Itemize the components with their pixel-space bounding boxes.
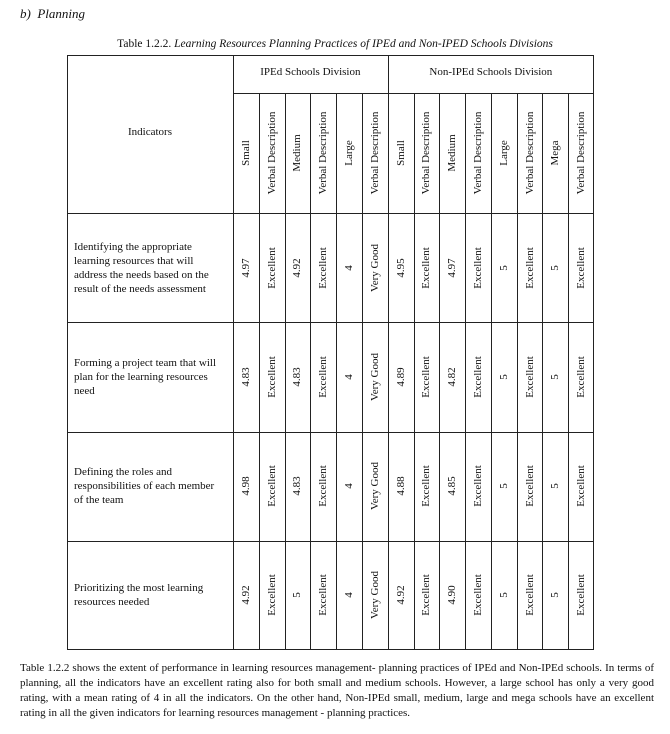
cell-value: Excellent <box>420 574 433 617</box>
summary-paragraph: Table 1.2.2 shows the extent of performance in learning resources management- planning practices of IPEd and Non-IPEd schools. In terms of planning, all the indicators have an excellent rating also for both small and medium schools. However, a large school has only a very good rating, with a mean rating of 4 in all the indicators. On the other hand, Non-IPEd small, medium, large and mega schools have an excellent rating in all the given indicators for learning resources management - planning practices. <box>20 662 654 719</box>
row-divider <box>67 541 594 542</box>
cell-value: 5 <box>497 483 510 489</box>
group-divider <box>388 55 389 650</box>
row-divider <box>67 322 594 323</box>
section-heading: b) Planning <box>20 6 85 21</box>
indicators-header: Indicators <box>128 126 172 138</box>
cell-value: Excellent <box>523 574 536 617</box>
cell-value: 4.85 <box>446 476 459 496</box>
cell-value: Very Good <box>368 462 381 511</box>
column-divider <box>542 93 543 650</box>
cell-value: 5 <box>497 374 510 380</box>
cell-value: 4 <box>343 264 356 271</box>
cell-value: Excellent <box>523 465 536 507</box>
column-header-label: Verbal Description <box>471 111 484 195</box>
table-border-bottom <box>67 649 594 650</box>
column-divider <box>362 93 363 650</box>
cell-value: Excellent <box>317 574 330 617</box>
cell-value: 4.92 <box>239 585 252 605</box>
cell-value: Excellent <box>575 465 588 507</box>
cell-value: 4.83 <box>291 476 304 496</box>
column-divider <box>517 93 518 650</box>
table-border-left <box>67 55 68 650</box>
column-header-label: Verbal Description <box>368 111 381 195</box>
table-caption <box>0 38 670 50</box>
column-divider <box>465 93 466 650</box>
column-divider <box>259 93 260 650</box>
column-divider <box>568 93 569 650</box>
column-header-label: Medium <box>291 134 304 172</box>
caption-prefix: Table 1.2.2. <box>117 38 172 50</box>
table-border-top <box>67 55 594 56</box>
column-header-label: Verbal Description <box>523 111 536 195</box>
cell-value: 5 <box>549 483 562 489</box>
cell-value: Excellent <box>523 356 536 398</box>
cell-value: Excellent <box>265 574 278 617</box>
cell-value: 4.90 <box>446 585 459 605</box>
cell-value: 4.97 <box>446 258 459 278</box>
cell-value: Excellent <box>471 574 484 617</box>
column-divider <box>414 93 415 650</box>
cell-value: Excellent <box>265 465 278 507</box>
row-divider <box>67 213 594 214</box>
cell-value: Very Good <box>368 352 381 401</box>
cell-value: Excellent <box>317 465 330 507</box>
column-header-label: Medium <box>446 134 459 172</box>
column-divider <box>285 93 286 650</box>
group-header-non-iped: Non-IPEd Schools Division <box>429 66 553 78</box>
column-header-label: Mega <box>549 140 562 166</box>
cell-value: Excellent <box>575 356 588 398</box>
cell-value: 4.98 <box>239 476 252 496</box>
cell-value: 4.82 <box>446 367 459 387</box>
cell-value: Excellent <box>471 246 484 289</box>
column-divider <box>439 93 440 650</box>
cell-value: Excellent <box>317 246 330 289</box>
cell-value: 4 <box>343 483 356 489</box>
cell-value: Excellent <box>420 356 433 398</box>
planning-table <box>67 55 594 650</box>
cell-value: Very Good <box>368 243 381 292</box>
cell-value: 4.89 <box>394 367 407 387</box>
cell-value: 5 <box>549 592 562 599</box>
column-divider <box>233 55 234 650</box>
row-divider <box>67 432 594 433</box>
column-header-label: Small <box>394 140 407 166</box>
cell-value: Excellent <box>575 246 588 289</box>
table-border-right <box>593 55 594 650</box>
column-header-label: Verbal Description <box>265 111 278 195</box>
column-header-label: Large <box>343 140 356 166</box>
cell-value: 5 <box>497 592 510 599</box>
indicator-label: Prioritizing the most learning resources needed <box>74 582 204 609</box>
column-header-label: Large <box>497 140 510 166</box>
indicator-label: Defining the roles and responsibilities of each member of the team <box>74 466 215 507</box>
cell-value: Excellent <box>523 246 536 289</box>
cell-value: 4 <box>343 592 356 599</box>
cell-value: 4 <box>343 374 356 380</box>
caption-title: Learning Resources Planning Practices of IPEd and Non-IPED Schools Divisions <box>174 38 553 50</box>
cell-value: 4.83 <box>291 367 304 387</box>
indicator-label: Forming a project team that will plan for the learning resources need <box>74 356 217 397</box>
cell-value: 5 <box>549 374 562 380</box>
cell-value: 4.88 <box>394 476 407 496</box>
cell-value: Excellent <box>265 356 278 398</box>
cell-value: Excellent <box>420 246 433 289</box>
cell-value: Excellent <box>420 465 433 507</box>
column-divider <box>310 93 311 650</box>
cell-value: Excellent <box>575 574 588 617</box>
column-header-label: Verbal Description <box>420 111 433 195</box>
cell-value: 4.92 <box>394 585 407 605</box>
group-header-iped: IPEd Schools Division <box>260 66 361 78</box>
column-header-label: Verbal Description <box>317 111 330 195</box>
cell-value: 4.92 <box>291 258 304 278</box>
cell-value: Excellent <box>265 246 278 289</box>
column-header-label: Small <box>239 140 252 166</box>
indicator-label: Identifying the appropriate learning resources that will address the needs based on the result of the needs assessment <box>74 240 209 295</box>
cell-value: 5 <box>549 264 562 271</box>
cell-value: 4.97 <box>239 258 252 278</box>
cell-value: Very Good <box>368 571 381 620</box>
cell-value: 5 <box>497 264 510 271</box>
cell-value: Excellent <box>317 356 330 398</box>
cell-value: 4.95 <box>394 258 407 278</box>
cell-value: 4.83 <box>239 367 252 387</box>
column-divider <box>336 93 337 650</box>
column-divider <box>491 93 492 650</box>
cell-value: Excellent <box>471 356 484 398</box>
column-header-label: Verbal Description <box>575 111 588 195</box>
cell-value: 5 <box>291 592 304 599</box>
cell-value: Excellent <box>471 465 484 507</box>
